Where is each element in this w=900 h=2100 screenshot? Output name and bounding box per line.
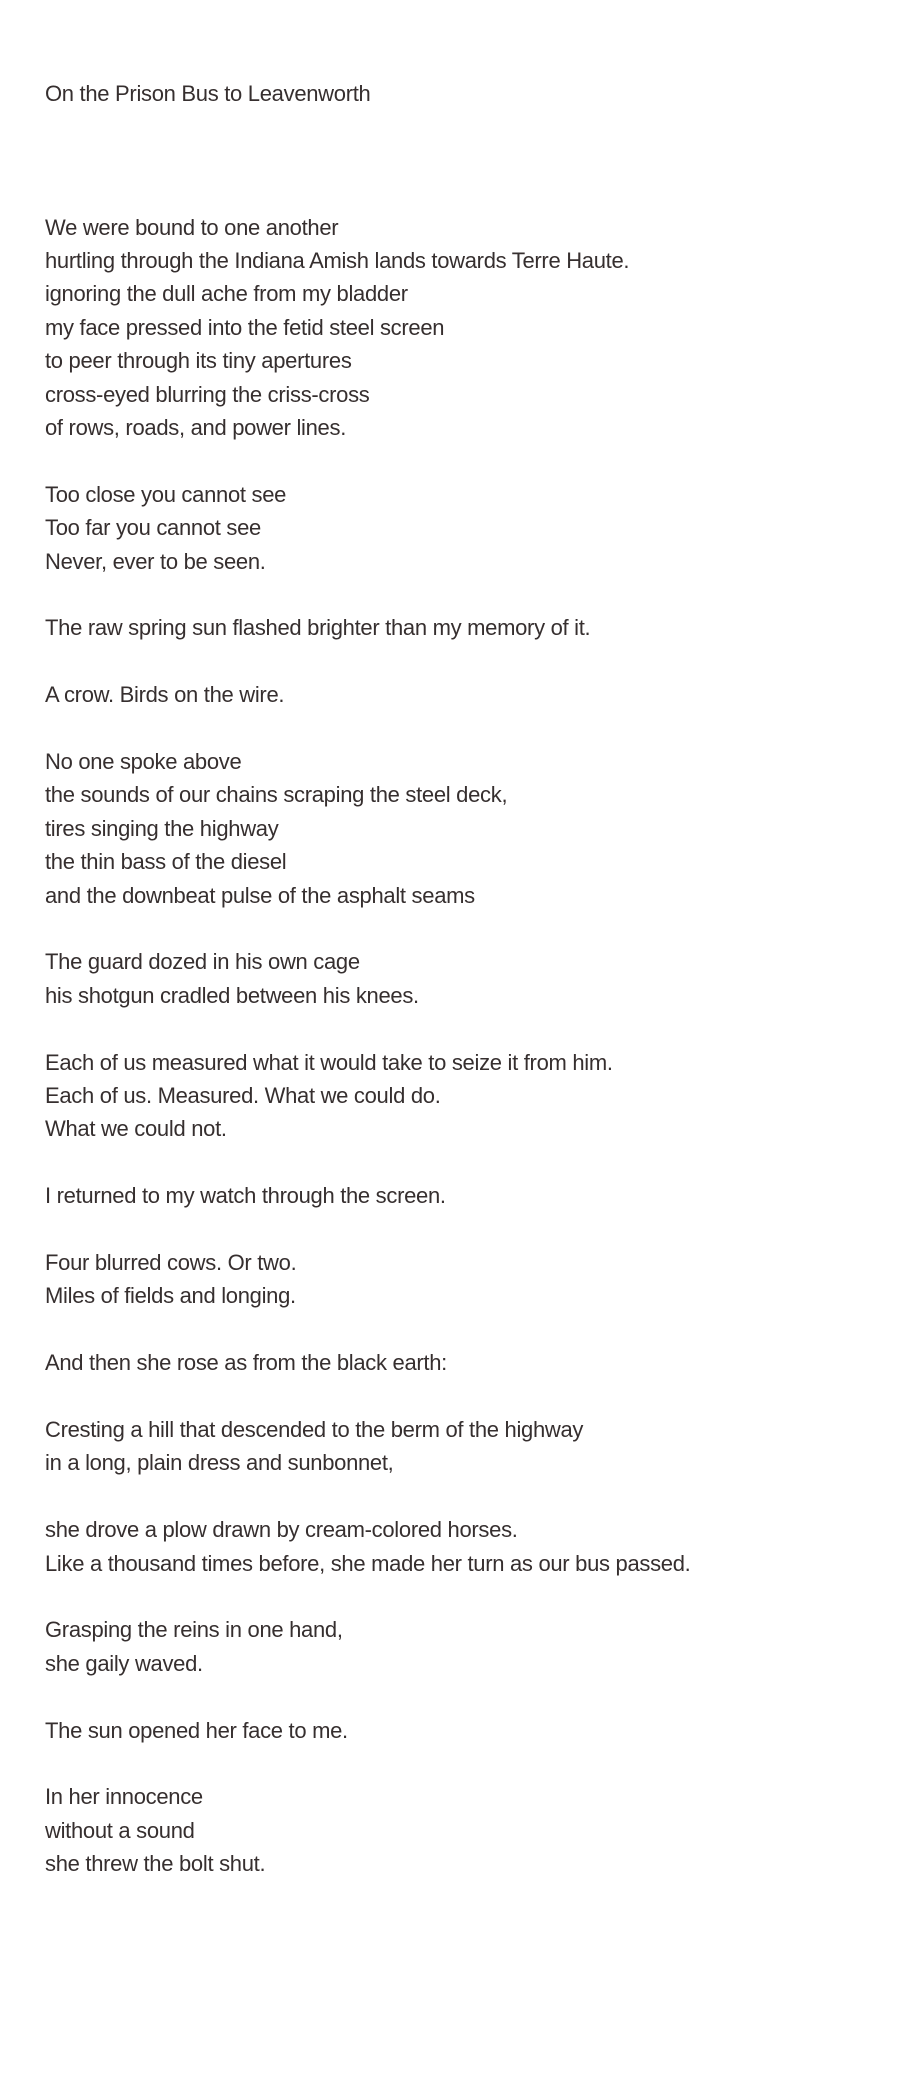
poem-line: she threw the bolt shut.: [45, 1851, 266, 1877]
poem-line: Never, ever to be seen.: [45, 548, 266, 574]
poem-line: A crow. Birds on the wire.: [45, 682, 285, 708]
poem-line: And then she rose as from the black earth:: [45, 1350, 447, 1376]
poem-line: Too close you cannot see: [45, 481, 287, 507]
poem-line: Too far you cannot see: [45, 515, 261, 541]
poem-line: The raw spring sun flashed brighter than my memory of it.: [45, 615, 591, 641]
poem-line: Grasping the reins in one hand,: [45, 1617, 343, 1643]
poem-line: Four blurred cows. Or two.: [45, 1250, 297, 1276]
poem-line: Miles of fields and longing.: [45, 1283, 296, 1309]
poem-line: ignoring the dull ache from my bladder: [45, 281, 408, 307]
poem-title: On the Prison Bus to Leavenworth: [45, 81, 371, 106]
poem-line: The guard dozed in his own cage: [45, 949, 360, 975]
poem-line: of rows, roads, and power lines.: [45, 415, 346, 441]
poem-line: I returned to my watch through the screen.: [45, 1183, 446, 1209]
stanza: [45, 1714, 870, 1747]
stanza: [45, 945, 870, 1012]
poem-line: and the downbeat pulse of the asphalt seams: [45, 882, 475, 908]
stanza: [45, 611, 870, 644]
poem-line: We were bound to one another: [45, 214, 339, 240]
poem-line: Cresting a hill that descended to the berm of the highway: [45, 1417, 584, 1443]
poem-line: hurtling through the Indiana Amish lands towards Terre Haute.: [45, 248, 630, 273]
stanza: [45, 1046, 870, 1146]
poem-line: my face pressed into the fetid steel screen: [45, 314, 445, 340]
poem-line: In her innocence: [45, 1784, 203, 1810]
stanza: [45, 1513, 870, 1580]
poem-line: in a long, plain dress and sunbonnet,: [45, 1450, 394, 1476]
stanza: [45, 1179, 870, 1212]
poem-line: Each of us measured what it would take to seize it from him.: [45, 1049, 613, 1075]
stanza: [45, 1780, 870, 1880]
poem-line: The sun opened her face to me.: [45, 1717, 348, 1743]
poem-line: cross-eyed blurring the criss-cross: [45, 381, 370, 407]
poem-body: [45, 211, 870, 1881]
poem-line: she gaily waved.: [45, 1650, 203, 1676]
stanza: [45, 745, 870, 912]
stanza: [45, 1246, 870, 1313]
poem-line: Like a thousand times before, she made her turn as our bus passed.: [45, 1550, 691, 1576]
poem-line: to peer through its tiny apertures: [45, 348, 352, 374]
poem-line: the thin bass of the diesel: [45, 849, 287, 875]
stanza: [45, 1413, 870, 1480]
poem-line: What we could not.: [45, 1116, 227, 1142]
poem-line: his shotgun cradled between his knees.: [45, 982, 419, 1008]
poem-line: the sounds of our chains scraping the steel deck,: [45, 782, 508, 808]
stanza: [45, 1346, 870, 1379]
poem-line: Each of us. Measured. What we could do.: [45, 1083, 441, 1109]
stanza: [45, 678, 870, 711]
poem-line: without a sound: [45, 1817, 195, 1843]
stanza: [45, 1613, 870, 1680]
stanza: [45, 478, 870, 578]
poem-line: tires singing the highway: [45, 815, 279, 841]
stanza: [45, 211, 870, 445]
poem-line: she drove a plow drawn by cream-colored horses.: [45, 1517, 518, 1543]
poem-line: No one spoke above: [45, 749, 242, 775]
